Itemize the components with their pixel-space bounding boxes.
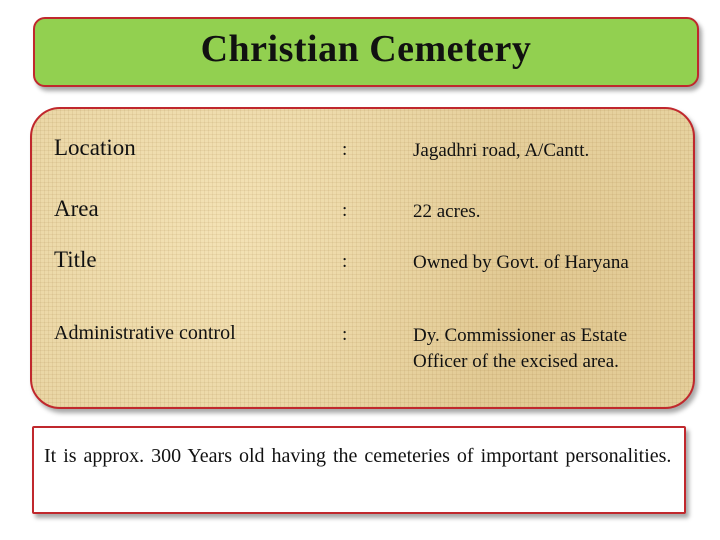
detail-colon: : [342,200,348,221]
details-panel [30,107,695,409]
detail-colon: : [342,324,348,345]
page-title: Christian Cemetery [200,28,532,70]
detail-colon: : [342,251,348,272]
detail-colon: : [342,139,348,160]
detail-value: Jagadhri road, A/Cantt. [413,140,590,161]
detail-value: Dy. Commissioner as Estate Officer of the excised area. [413,325,628,372]
detail-label: Area [54,196,99,221]
note-box [32,426,686,514]
detail-label: Title [54,247,97,272]
detail-value: Owned by Govt. of Haryana [413,252,629,273]
detail-label: Administrative control [54,322,236,344]
note-text: It is approx. 300 Years old having the cemeteries of important personalities. [44,445,672,467]
detail-label: Location [54,135,136,160]
title-banner [33,17,699,87]
detail-value: 22 acres. [413,201,481,222]
